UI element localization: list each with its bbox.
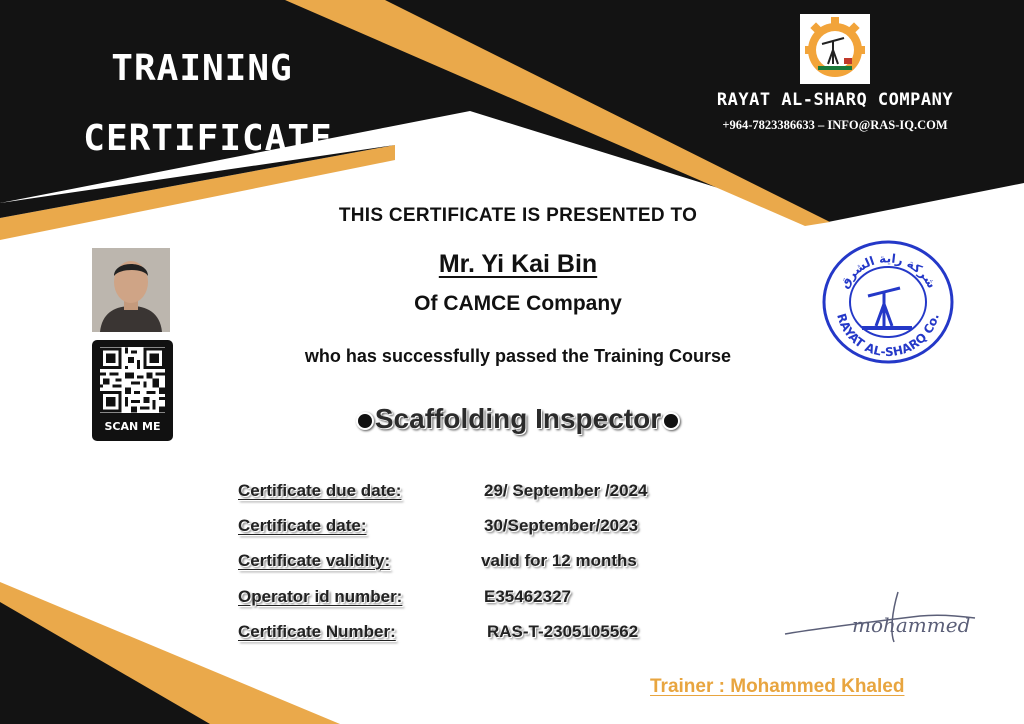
presented-to-heading: THIS CERTIFICATE IS PRESENTED TO (338, 205, 698, 226)
course-name: Scaffolding Inspector (374, 403, 662, 434)
company-name: RAYAT AL-SHARQ COMPANY (716, 90, 954, 110)
qr-code[interactable] (100, 347, 165, 413)
detail-value: RAS-T-2305105562 (487, 622, 639, 641)
detail-label: Operator id number: (238, 587, 403, 606)
recipient-name-text: Mr. Yi Kai Bin (438, 250, 598, 278)
trainer-signature (780, 582, 980, 652)
recipient-company: Of CAMCE Company (414, 292, 622, 315)
detail-value: E35462327 (484, 587, 571, 606)
detail-label: Certificate date: (238, 516, 367, 535)
detail-label: Certificate due date: (238, 481, 402, 500)
certificate-title-line1: TRAINING (111, 48, 293, 89)
qr-code-badge[interactable] (92, 340, 173, 441)
scan-me-label: SCAN ME (104, 420, 161, 433)
trainer-name: Trainer : Mohammed Khaled (650, 676, 905, 697)
detail-label: Certificate validity: (238, 551, 391, 570)
certificate-title-line2: CERTIFICATE (83, 118, 333, 159)
signature-text: mohammed (852, 613, 971, 637)
company-logo (800, 14, 870, 84)
course-title (318, 403, 718, 435)
detail-value: 29/ September /2024 (484, 481, 648, 500)
stamp-arabic-text: شركة راية الشرق (837, 251, 939, 291)
bullet-dot-right-icon (662, 412, 680, 430)
svg-text:شركة راية الشرق (837, 251, 939, 290)
recipient-name (318, 250, 718, 279)
recipient-photo (92, 248, 170, 332)
company-stamp (818, 238, 958, 368)
detail-value: valid for 12 months (481, 551, 637, 570)
passed-course-text: who has successfully passed the Training Course (304, 346, 732, 366)
bullet-dot-left-icon (356, 412, 374, 430)
detail-value: 30/September/2023 (484, 516, 639, 535)
stamp-text: RAYAT AL-SHARQ Co. (834, 311, 942, 360)
detail-label: Certificate Number: (238, 622, 396, 641)
company-contact: +964-7823386633 – INFO@RAS-IQ.COM (722, 118, 948, 132)
